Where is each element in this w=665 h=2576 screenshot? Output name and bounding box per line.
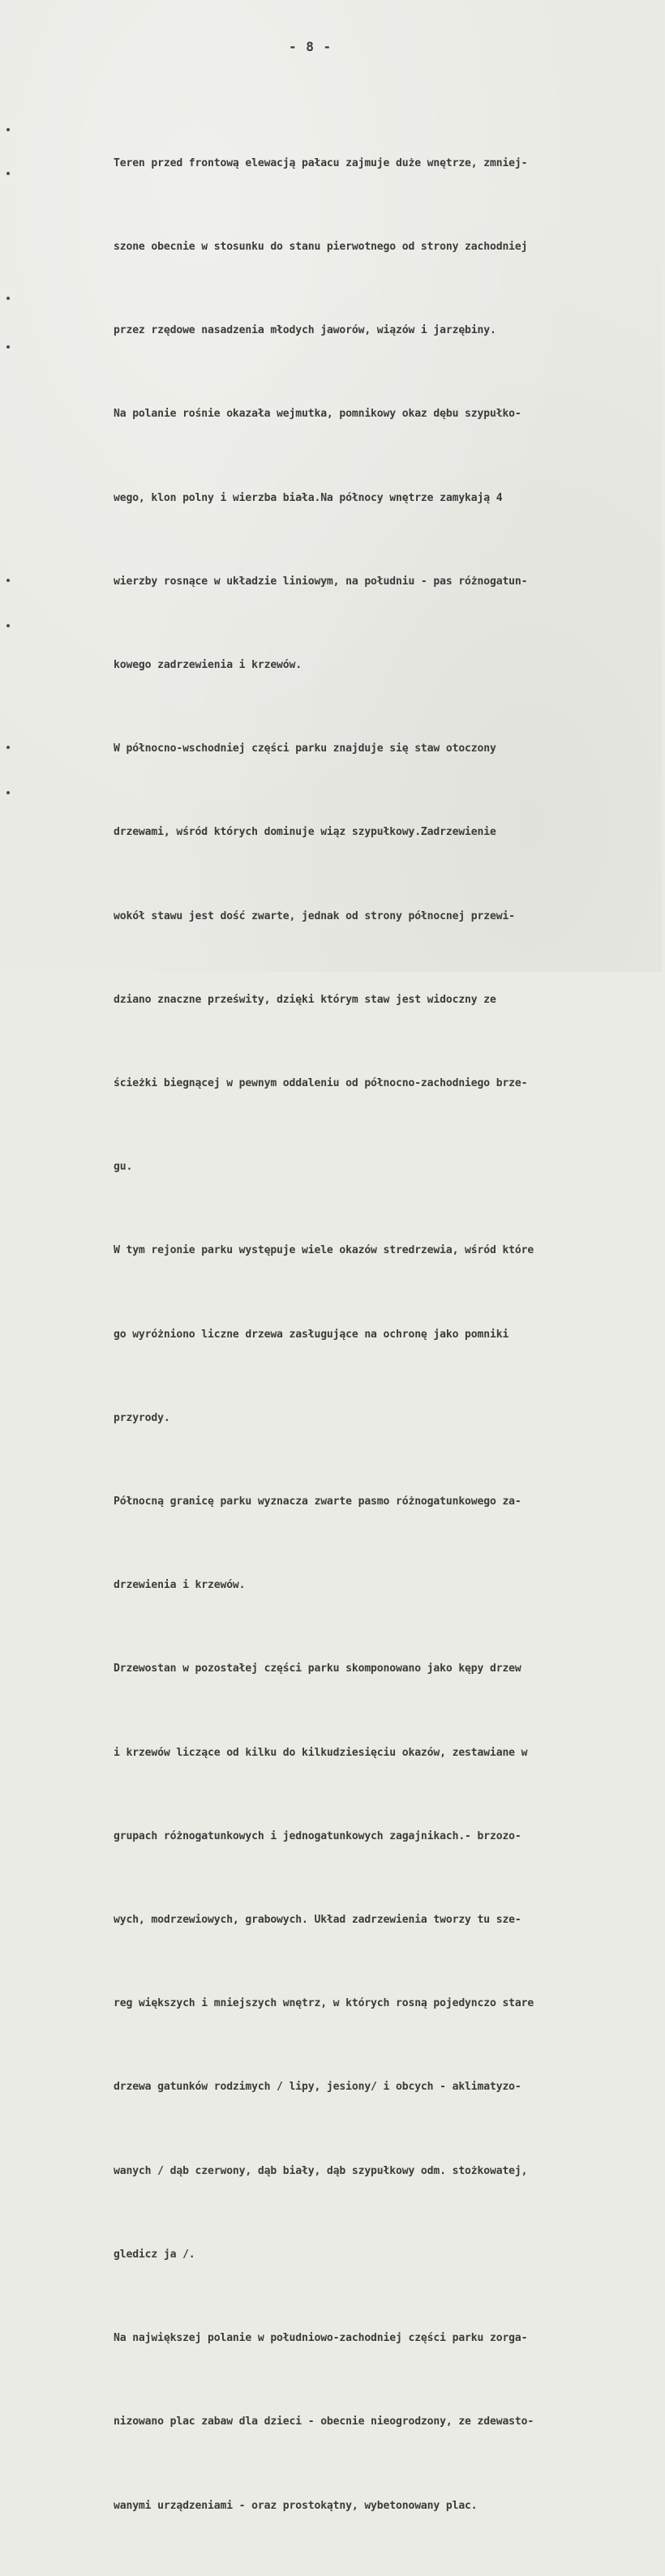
text-line: gu.	[114, 1161, 133, 1174]
text-line: drzewienia i krzewów.	[114, 1579, 246, 1592]
text-line: wego, klon polny i wierzba biała.Na północy wnętrze zamykają 4	[114, 491, 503, 504]
binding-hole-mark	[6, 128, 10, 131]
text-line: szone obecnie w stosunku do stanu pierwotnego od strony zachodniej	[114, 241, 528, 254]
binding-hole-mark	[6, 746, 10, 749]
text-line: W tym rejonie parku występuje wiele okazów stredrzewia, wśród które	[114, 1244, 534, 1257]
page-number: - 8 -	[289, 39, 332, 54]
text-line: reg większych i mniejszych wnętrz, w których rosną pojedynczo stare	[114, 1997, 534, 2010]
body-text	[114, 94, 665, 2576]
text-line: wanymi urządzeniami - oraz prostokątny, wybetonowany plac.	[114, 2499, 478, 2512]
text-line: i krzewów liczące od kilku do kilkudziesięciu okazów, zestawiane w	[114, 1746, 528, 1759]
text-line: gledicz ja /.	[114, 2248, 195, 2261]
text-line: go wyróżniono liczne drzewa zasługujące na ochronę jako pomniki	[114, 1328, 509, 1341]
binding-marks	[6, 0, 13, 972]
text-line: Teren przed frontową elewacją pałacu zajmuje duże wnętrze, zmniej-	[114, 156, 528, 169]
text-line: dziano znaczne prześwity, dzięki którym staw jest widoczny ze	[114, 993, 496, 1006]
text-line: wych, modrzewiowych, grabowych. Układ zadrzewienia tworzy tu sze-	[114, 1914, 521, 1927]
binding-hole-mark	[6, 172, 10, 175]
text-line: drzewami, wśród których dominuje wiąz szypułkowy.Zadrzewienie	[114, 826, 496, 839]
binding-hole-mark	[6, 791, 10, 794]
binding-hole-mark	[6, 579, 10, 582]
text-line: nizowano plac zabaw dla dzieci - obecnie nieogrodzony, ze zdewasto-	[114, 2416, 534, 2428]
text-line: wokół stawu jest dość zwarte, jednak od strony północnej przewi-	[114, 909, 515, 922]
text-line: przyrody.	[114, 1411, 170, 1424]
text-line: Na polanie rośnie okazała wejmutka, pomnikowy okaz dębu szypułko-	[114, 408, 521, 421]
text-line: grupach różnogatunkowych i jednogatunkowych zagajnikach.- brzozo-	[114, 1829, 521, 1842]
text-line: drzewa gatunków rodzimych / lipy, jesiony/ i obcych - aklimatyzo-	[114, 2081, 521, 2094]
text-line: Drzewostan w pozostałej części parku skomponowano jako kępy drzew	[114, 1662, 521, 1675]
text-line: przez rzędowe nasadzenia młodych jaworów, wiązów i jarzębiny.	[114, 324, 496, 337]
text-line: W północno-wschodniej części parku znajduje się staw otoczony	[114, 742, 496, 755]
text-line: kowego zadrzewienia i krzewów.	[114, 659, 302, 672]
text-line: wierzby rosnące w układzie liniowym, na południu - pas różnogatun-	[114, 575, 528, 588]
text-line: Na największej polanie w południowo-zachodniej części parku zorga-	[114, 2332, 528, 2345]
binding-hole-mark	[6, 345, 10, 349]
text-line: ścieżki biegnącej w pewnym oddaleniu od północno-zachodniego brze-	[114, 1077, 528, 1090]
binding-hole-mark	[6, 624, 10, 627]
text-line: Północną granicę parku wyznacza zwarte pasmo różnogatunkowego za-	[114, 1496, 521, 1508]
text-line: wanych / dąb czerwony, dąb biały, dąb szypułkowy odm. stożkowatej,	[114, 2164, 528, 2177]
binding-hole-mark	[6, 297, 10, 300]
